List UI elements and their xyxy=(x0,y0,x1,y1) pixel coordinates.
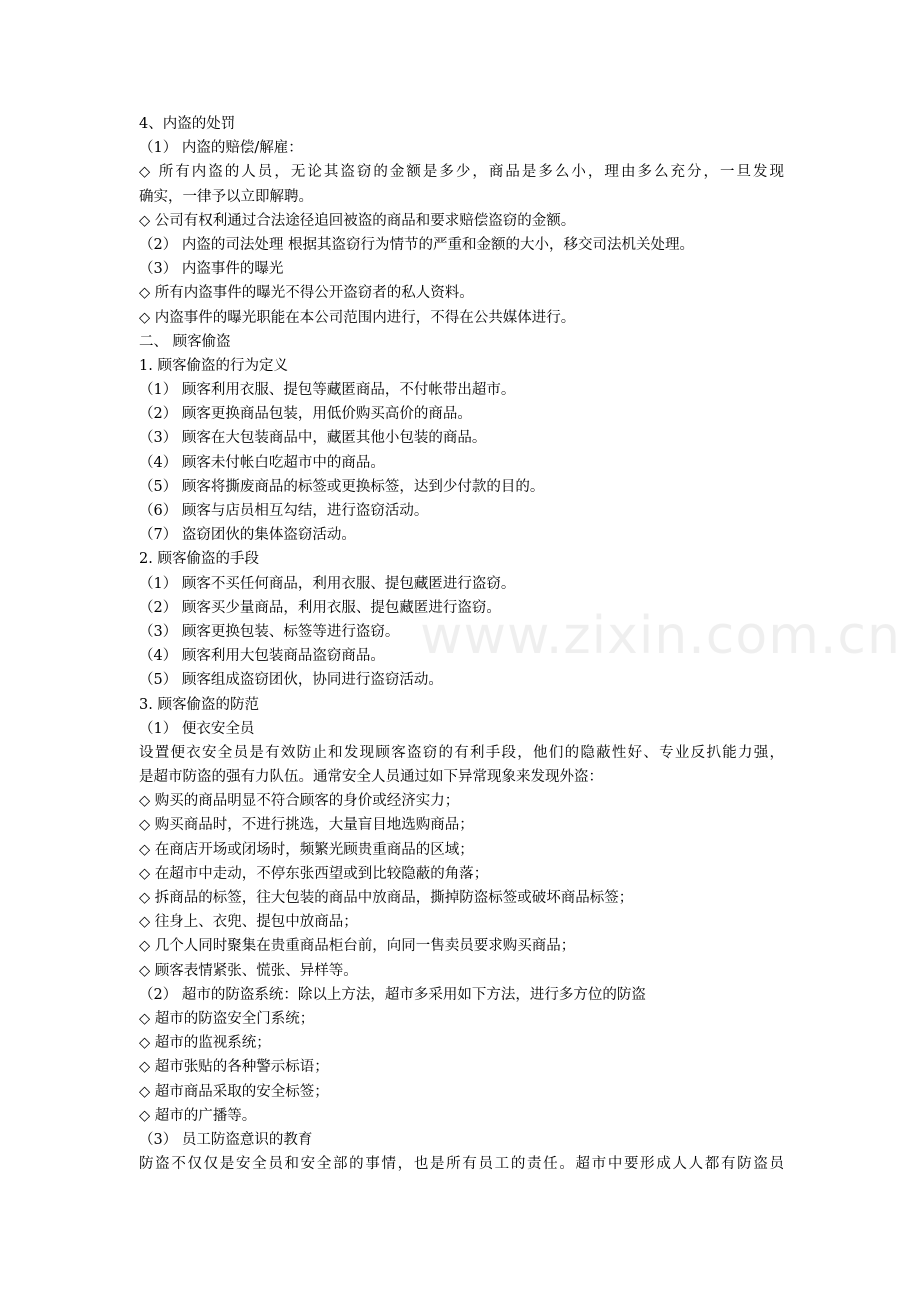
text-line: ◇ 超市的防盗安全门系统； xyxy=(139,1010,315,1027)
text-line: （3） 顾客更换包装、标签等进行盗窃。 xyxy=(139,623,400,640)
text-line: （5） 顾客组成盗窃团伙，协同进行盗窃活动。 xyxy=(139,672,443,689)
text-line: （5） 顾客将撕废商品的标签或更换标签，达到少付款的目的。 xyxy=(139,478,545,495)
text-line: ◇ 所有内盗事件的曝光不得公开盗窃者的私人资料。 xyxy=(139,285,474,302)
text-line: （2） 超市的防盗系统：除以上方法，超市多采用如下方法，进行多方位的防盗 xyxy=(139,986,646,1003)
text-line: 4、内盗的处罚 xyxy=(139,116,236,132)
document-body xyxy=(139,112,784,1176)
text-line: （4） 顾客利用大包装商品盗窃商品。 xyxy=(139,648,385,665)
text-line: （1） 便衣安全员 xyxy=(139,720,255,737)
text-line: （2） 顾客买少量商品，利用衣服、提包藏匿进行盗窃。 xyxy=(139,599,501,616)
text-line: （7） 盗窃团伙的集体盗窃活动。 xyxy=(139,527,356,544)
text-line: 确实，一律予以立即解聘。 xyxy=(139,188,313,205)
text-line: （2） 内盗的司法处理 根据其盗窃行为情节的严重和金额的大小，移交司法机关处理。 xyxy=(139,236,694,253)
text-line: ◇ 内盗事件的曝光职能在本公司范围内进行，不得在公共媒体进行。 xyxy=(139,309,576,326)
text-line: ◇ 在商店开场或闭场时，频繁光顾贵重商品的区域； xyxy=(139,841,474,858)
text-line: ◇ 购买商品时，不进行挑选，大量盲目地选购商品； xyxy=(139,817,474,834)
text-line: 2. 顾客偷盗的手段 xyxy=(139,551,259,568)
text-line: （1） 顾客不买任何商品，利用衣服、提包藏匿进行盗窃。 xyxy=(139,575,516,592)
watermark: www.zixin.com.cn xyxy=(420,606,901,666)
text-line: ◇ 超市商品采取的安全标签； xyxy=(139,1083,329,1100)
text-line: （3） 员工防盗意识的教育 xyxy=(139,1131,313,1148)
text-line: ◇ 拆商品的标签，往大包装的商品中放商品，撕掉防盗标签或破坏商品标签； xyxy=(139,890,634,906)
text-line: ◇ 几个人同时聚集在贵重商品柜台前，向同一售卖员要求购买商品； xyxy=(139,938,576,955)
text-line: （3） 顾客在大包装商品中，藏匿其他小包装的商品。 xyxy=(139,430,487,447)
text-line: ◇ 往身上、衣兜、提包中放商品； xyxy=(139,914,358,931)
text-line: ◇ 顾客表情紧张、慌张、异样等。 xyxy=(139,962,358,979)
text-line: ◇ 超市的广播等。 xyxy=(139,1107,257,1124)
text-line: 设置便衣安全员是有效防止和发现顾客盗窃的有利手段，他们的隐蔽性好、专业反扒能力强， xyxy=(139,744,784,761)
text-line: ◇ 超市张贴的各种警示标语； xyxy=(139,1059,329,1076)
text-line: 二、 顾客偷盗 xyxy=(139,333,231,350)
text-line: （1） 内盗的赔偿/解雇： xyxy=(139,140,303,157)
text-line: 3. 顾客偷盗的防范 xyxy=(139,696,259,713)
text-line: （4） 顾客未付帐白吃超市中的商品。 xyxy=(139,454,385,471)
text-line: 1. 顾客偷盗的行为定义 xyxy=(139,357,288,374)
text-line: 防盗不仅仅是安全员和安全部的事情，也是所有员工的责任。超市中要形成人人都有防盗员 xyxy=(139,1156,784,1173)
text-line: ◇ 所有内盗的人员，无论其盗窃的金额是多少，商品是多么小，理由多么充分，一旦发现 xyxy=(139,164,784,181)
text-line: ◇ 购买的商品明显不符合顾客的身价或经济实力； xyxy=(139,793,460,810)
text-line: （3） 内盗事件的曝光 xyxy=(139,261,284,278)
text-line: （6） 顾客与店员相互勾结，进行盗窃活动。 xyxy=(139,503,429,519)
text-line: 是超市防盗的强有力队伍。通常安全人员通过如下异常现象来发现外盗： xyxy=(139,769,603,786)
text-line: （2） 顾客更换商品包装，用低价购买高价的商品。 xyxy=(139,406,472,423)
text-line: （1） 顾客利用衣服、提包等藏匿商品，不付帐带出超市。 xyxy=(139,382,516,399)
text-line: ◇ 在超市中走动，不停东张西望或到比较隐蔽的角落； xyxy=(139,865,489,882)
text-line: ◇ 超市的监视系统； xyxy=(139,1035,271,1052)
text-line: ◇ 公司有权利通过合法途径追回被盗的商品和要求赔偿盗窃的金额。 xyxy=(139,212,576,229)
